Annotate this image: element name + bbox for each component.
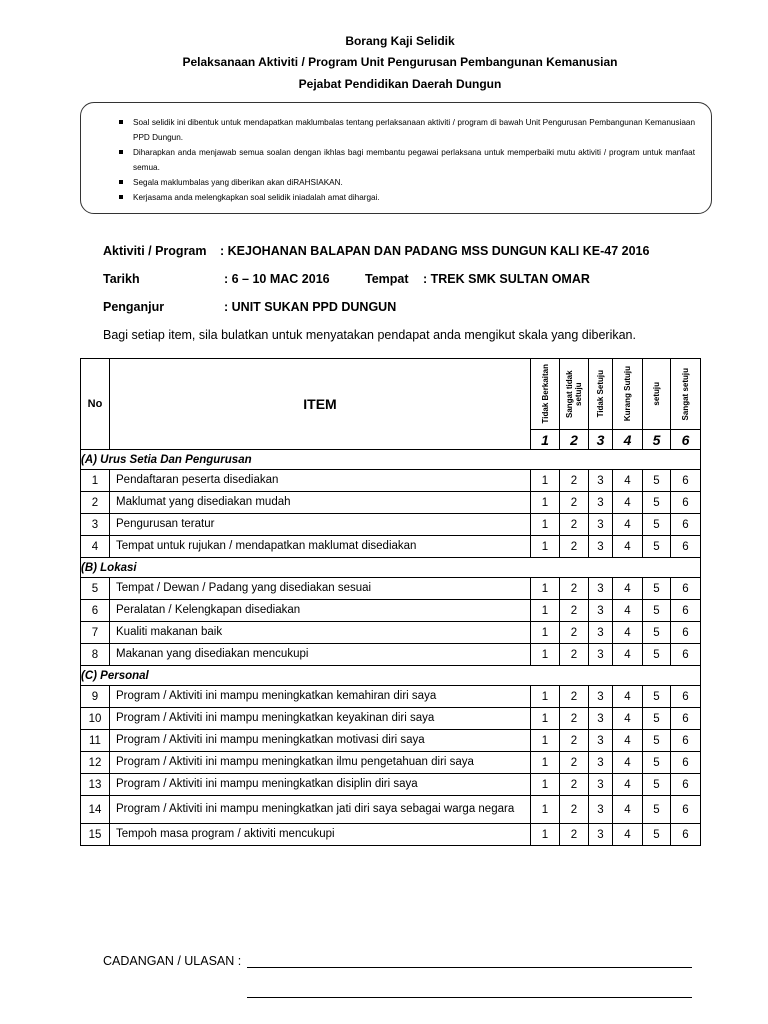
table-row xyxy=(81,824,701,846)
rating-option-3[interactable]: 3 xyxy=(589,644,613,666)
item-text: Peralatan / Kelengkapan disediakan xyxy=(110,600,531,622)
note-item: Segala maklumbalas yang diberikan akan diRAHSIAKAN. xyxy=(133,175,695,190)
scale-number: 6 xyxy=(671,430,701,450)
item-number: 8 xyxy=(81,644,110,666)
rating-option-4[interactable]: 4 xyxy=(613,536,643,558)
item-number: 12 xyxy=(81,752,110,774)
item-number: 4 xyxy=(81,536,110,558)
table-row xyxy=(81,730,701,752)
table-row xyxy=(81,622,701,644)
item-text: Program / Aktiviti ini mampu meningkatkan kemahiran diri saya xyxy=(110,686,531,708)
no-header: No xyxy=(81,359,110,450)
item-number: 2 xyxy=(81,492,110,514)
table-row xyxy=(81,644,701,666)
scale-header-6 xyxy=(671,359,701,430)
item-text: Makanan yang disediakan mencukupi xyxy=(110,644,531,666)
rating-option-6[interactable]: 6 xyxy=(671,686,701,708)
rating-option-4[interactable]: 4 xyxy=(613,708,643,730)
rating-option-1[interactable]: 1 xyxy=(531,730,560,752)
rating-option-5[interactable]: 5 xyxy=(643,514,671,536)
rating-option-1[interactable]: 1 xyxy=(531,600,560,622)
rating-option-3[interactable]: 3 xyxy=(589,730,613,752)
item-text: Pendaftaran peserta disediakan xyxy=(110,470,531,492)
form-subtitle: Pelaksanaan Aktiviti / Program Unit Pengurusan Pembangunan Kemanusian xyxy=(182,55,618,69)
rating-option-6[interactable]: 6 xyxy=(671,622,701,644)
scale-label: Tidak Berkaitan xyxy=(540,364,550,424)
rating-option-4[interactable]: 4 xyxy=(613,622,643,644)
item-text: Pengurusan teratur xyxy=(110,514,531,536)
rating-option-5[interactable]: 5 xyxy=(643,686,671,708)
rating-option-2[interactable]: 2 xyxy=(560,514,589,536)
item-text: Program / Aktiviti ini mampu meningkatkan ilmu pengetahuan diri saya xyxy=(110,752,531,774)
rating-option-6[interactable]: 6 xyxy=(671,600,701,622)
rating-option-5[interactable]: 5 xyxy=(643,644,671,666)
rating-option-2[interactable]: 2 xyxy=(560,470,589,492)
scale-number: 4 xyxy=(613,430,643,450)
table-row xyxy=(81,752,701,774)
item-number: 6 xyxy=(81,600,110,622)
item-text: Program / Aktiviti ini mampu meningkatkan keyakinan diri saya xyxy=(110,708,531,730)
rating-option-3[interactable]: 3 xyxy=(589,600,613,622)
rating-option-1[interactable]: 1 xyxy=(531,578,560,600)
rating-option-6[interactable]: 6 xyxy=(671,514,701,536)
rating-option-1[interactable]: 1 xyxy=(531,796,560,824)
note-item: Kerjasama anda melengkapkan soal selidik iniadalah amat dihargai. xyxy=(133,190,695,205)
program-value: : KEJOHANAN BALAPAN DAN PADANG MSS DUNGUN KALI KE-47 2016 xyxy=(220,244,650,258)
rating-option-3[interactable]: 3 xyxy=(589,796,613,824)
rating-option-1[interactable]: 1 xyxy=(531,774,560,796)
rating-option-5[interactable]: 5 xyxy=(643,796,671,824)
rating-option-4[interactable]: 4 xyxy=(613,514,643,536)
section-header-row xyxy=(81,666,701,686)
date-label: Tarikh xyxy=(103,272,140,286)
rating-option-5[interactable]: 5 xyxy=(643,730,671,752)
scale-header-2 xyxy=(560,359,589,430)
rating-option-2[interactable]: 2 xyxy=(560,730,589,752)
rating-option-1[interactable]: 1 xyxy=(531,686,560,708)
table-row xyxy=(81,708,701,730)
place-value: : TREK SMK SULTAN OMAR xyxy=(423,272,590,286)
item-number: 15 xyxy=(81,824,110,846)
scale-label: Sangat tidak setuju xyxy=(565,370,583,418)
form-title: Borang Kaji Selidik xyxy=(345,34,455,48)
organizer-value: : UNIT SUKAN PPD DUNGUN xyxy=(224,300,397,314)
note-item: Soal selidik ini dibentuk untuk mendapatkan maklumbalas tentang perlaksanaan aktiviti / program di bawah Unit Pengurusan Pembangunan Kemanusiaan PPD Dungun. xyxy=(133,115,695,145)
rating-option-5[interactable]: 5 xyxy=(643,622,671,644)
rating-option-2[interactable]: 2 xyxy=(560,492,589,514)
scale-label: setuju xyxy=(652,382,661,406)
scale-header-3 xyxy=(589,359,613,430)
rating-option-1[interactable]: 1 xyxy=(531,492,560,514)
note-item: Diharapkan anda menjawab semua soalan dengan ikhlas bagi membantu pegawai perlaksana untuk memperbaiki mutu aktiviti / program untuk manfaat semua. xyxy=(133,145,695,175)
rating-option-4[interactable]: 4 xyxy=(613,578,643,600)
rating-option-2[interactable]: 2 xyxy=(560,752,589,774)
rating-option-4[interactable]: 4 xyxy=(613,600,643,622)
rating-option-3[interactable]: 3 xyxy=(589,492,613,514)
item-number: 11 xyxy=(81,730,110,752)
scale-number: 1 xyxy=(531,430,560,450)
comments-label: CADANGAN / ULASAN : xyxy=(103,954,242,968)
rating-option-3[interactable]: 3 xyxy=(589,774,613,796)
rating-option-5[interactable]: 5 xyxy=(643,708,671,730)
table-row xyxy=(81,796,701,824)
scale-header-5 xyxy=(643,359,671,430)
scale-header-4 xyxy=(613,359,643,430)
rating-option-6[interactable]: 6 xyxy=(671,708,701,730)
rating-option-3[interactable]: 3 xyxy=(589,686,613,708)
rating-option-5[interactable]: 5 xyxy=(643,492,671,514)
table-row xyxy=(81,774,701,796)
rating-option-1[interactable]: 1 xyxy=(531,644,560,666)
table-row xyxy=(81,578,701,600)
rating-option-6[interactable]: 6 xyxy=(671,796,701,824)
scale-number: 3 xyxy=(589,430,613,450)
rating-option-3[interactable]: 3 xyxy=(589,708,613,730)
rating-option-4[interactable]: 4 xyxy=(613,796,643,824)
item-text: Tempat / Dewan / Padang yang disediakan sesuai xyxy=(110,578,531,600)
section-header-row xyxy=(81,558,701,578)
table-row xyxy=(81,514,701,536)
rating-option-4[interactable]: 4 xyxy=(613,686,643,708)
item-number: 7 xyxy=(81,622,110,644)
rating-option-6[interactable]: 6 xyxy=(671,470,701,492)
rating-option-6[interactable]: 6 xyxy=(671,536,701,558)
rating-option-1[interactable]: 1 xyxy=(531,514,560,536)
rating-option-2[interactable]: 2 xyxy=(560,622,589,644)
table-row xyxy=(81,536,701,558)
item-number: 13 xyxy=(81,774,110,796)
instructions-box xyxy=(80,102,712,214)
item-number: 1 xyxy=(81,470,110,492)
item-text: Maklumat yang disediakan mudah xyxy=(110,492,531,514)
rating-option-2[interactable]: 2 xyxy=(560,708,589,730)
rating-option-1[interactable]: 1 xyxy=(531,752,560,774)
rating-option-6[interactable]: 6 xyxy=(671,752,701,774)
rating-option-4[interactable]: 4 xyxy=(613,774,643,796)
rating-option-6[interactable]: 6 xyxy=(671,824,701,846)
rating-option-6[interactable]: 6 xyxy=(671,730,701,752)
table-header-row xyxy=(81,359,701,430)
table-row xyxy=(81,492,701,514)
rating-option-1[interactable]: 1 xyxy=(531,622,560,644)
rating-option-4[interactable]: 4 xyxy=(613,752,643,774)
item-number: 3 xyxy=(81,514,110,536)
rating-option-4[interactable]: 4 xyxy=(613,470,643,492)
rating-option-5[interactable]: 5 xyxy=(643,536,671,558)
rating-option-5[interactable]: 5 xyxy=(643,600,671,622)
rating-option-5[interactable]: 5 xyxy=(643,774,671,796)
rating-option-5[interactable]: 5 xyxy=(643,752,671,774)
item-number: 9 xyxy=(81,686,110,708)
rating-option-4[interactable]: 4 xyxy=(613,492,643,514)
rating-option-5[interactable]: 5 xyxy=(643,470,671,492)
rating-option-6[interactable]: 6 xyxy=(671,578,701,600)
rating-option-2[interactable]: 2 xyxy=(560,774,589,796)
rating-option-1[interactable]: 1 xyxy=(531,536,560,558)
item-text: Tempoh masa program / aktiviti mencukupi xyxy=(110,824,531,846)
comments-line-1[interactable] xyxy=(247,954,692,968)
rating-option-4[interactable]: 4 xyxy=(613,730,643,752)
rating-option-5[interactable]: 5 xyxy=(643,578,671,600)
item-number: 10 xyxy=(81,708,110,730)
rating-option-3[interactable]: 3 xyxy=(589,514,613,536)
survey-table xyxy=(80,358,701,846)
rating-option-1[interactable]: 1 xyxy=(531,708,560,730)
item-text: Tempat untuk rujukan / mendapatkan maklumat disediakan xyxy=(110,536,531,558)
rating-option-2[interactable]: 2 xyxy=(560,824,589,846)
rating-option-3[interactable]: 3 xyxy=(589,536,613,558)
rating-option-1[interactable]: 1 xyxy=(531,470,560,492)
scale-label: Sangat setuju xyxy=(681,367,690,421)
rating-option-6[interactable]: 6 xyxy=(671,492,701,514)
organizer-label: Penganjur xyxy=(103,300,165,314)
form-office: Pejabat Pendidikan Daerah Dungun xyxy=(298,77,502,91)
rating-option-4[interactable]: 4 xyxy=(613,824,643,846)
place-label: Tempat xyxy=(365,272,409,286)
rating-option-3[interactable]: 3 xyxy=(589,752,613,774)
date-value: : 6 – 10 MAC 2016 xyxy=(224,272,330,286)
program-label: Aktiviti / Program xyxy=(103,244,207,258)
rating-option-5[interactable]: 5 xyxy=(643,824,671,846)
rating-option-3[interactable]: 3 xyxy=(589,470,613,492)
table-row xyxy=(81,600,701,622)
scale-label: Tidak Setuju xyxy=(596,370,605,418)
rating-option-3[interactable]: 3 xyxy=(589,622,613,644)
rating-option-2[interactable]: 2 xyxy=(560,600,589,622)
rating-option-1[interactable]: 1 xyxy=(531,824,560,846)
rating-option-3[interactable]: 3 xyxy=(589,824,613,846)
item-text: Program / Aktiviti ini mampu meningkatkan jati diri saya sebagai warga negara xyxy=(110,796,531,824)
rating-option-2[interactable]: 2 xyxy=(560,686,589,708)
instruction-text: Bagi setiap item, sila bulatkan untuk menyatakan pendapat anda mengikut skala yang diberikan. xyxy=(103,328,636,342)
item-text: Kualiti makanan baik xyxy=(110,622,531,644)
item-number: 14 xyxy=(81,796,110,824)
rating-option-3[interactable]: 3 xyxy=(589,578,613,600)
table-row xyxy=(81,686,701,708)
rating-option-2[interactable]: 2 xyxy=(560,796,589,824)
item-number: 5 xyxy=(81,578,110,600)
comments-line-2[interactable] xyxy=(247,984,692,998)
rating-option-4[interactable]: 4 xyxy=(613,644,643,666)
scale-number: 5 xyxy=(643,430,671,450)
section-title: (A) Urus Setia Dan Pengurusan xyxy=(81,450,701,470)
rating-option-6[interactable]: 6 xyxy=(671,774,701,796)
section-title: (C) Personal xyxy=(81,666,701,686)
rating-option-2[interactable]: 2 xyxy=(560,578,589,600)
section-title: (B) Lokasi xyxy=(81,558,701,578)
rating-option-2[interactable]: 2 xyxy=(560,644,589,666)
rating-option-6[interactable]: 6 xyxy=(671,644,701,666)
table-row xyxy=(81,470,701,492)
scale-label: Kurang Sutuju xyxy=(623,366,632,422)
item-text: Program / Aktiviti ini mampu meningkatkan disiplin diri saya xyxy=(110,774,531,796)
section-header-row xyxy=(81,450,701,470)
scale-header-1 xyxy=(531,359,560,430)
rating-option-2[interactable]: 2 xyxy=(560,536,589,558)
item-header: ITEM xyxy=(110,359,531,450)
scale-number: 2 xyxy=(560,430,589,450)
item-text: Program / Aktiviti ini mampu meningkatkan motivasi diri saya xyxy=(110,730,531,752)
